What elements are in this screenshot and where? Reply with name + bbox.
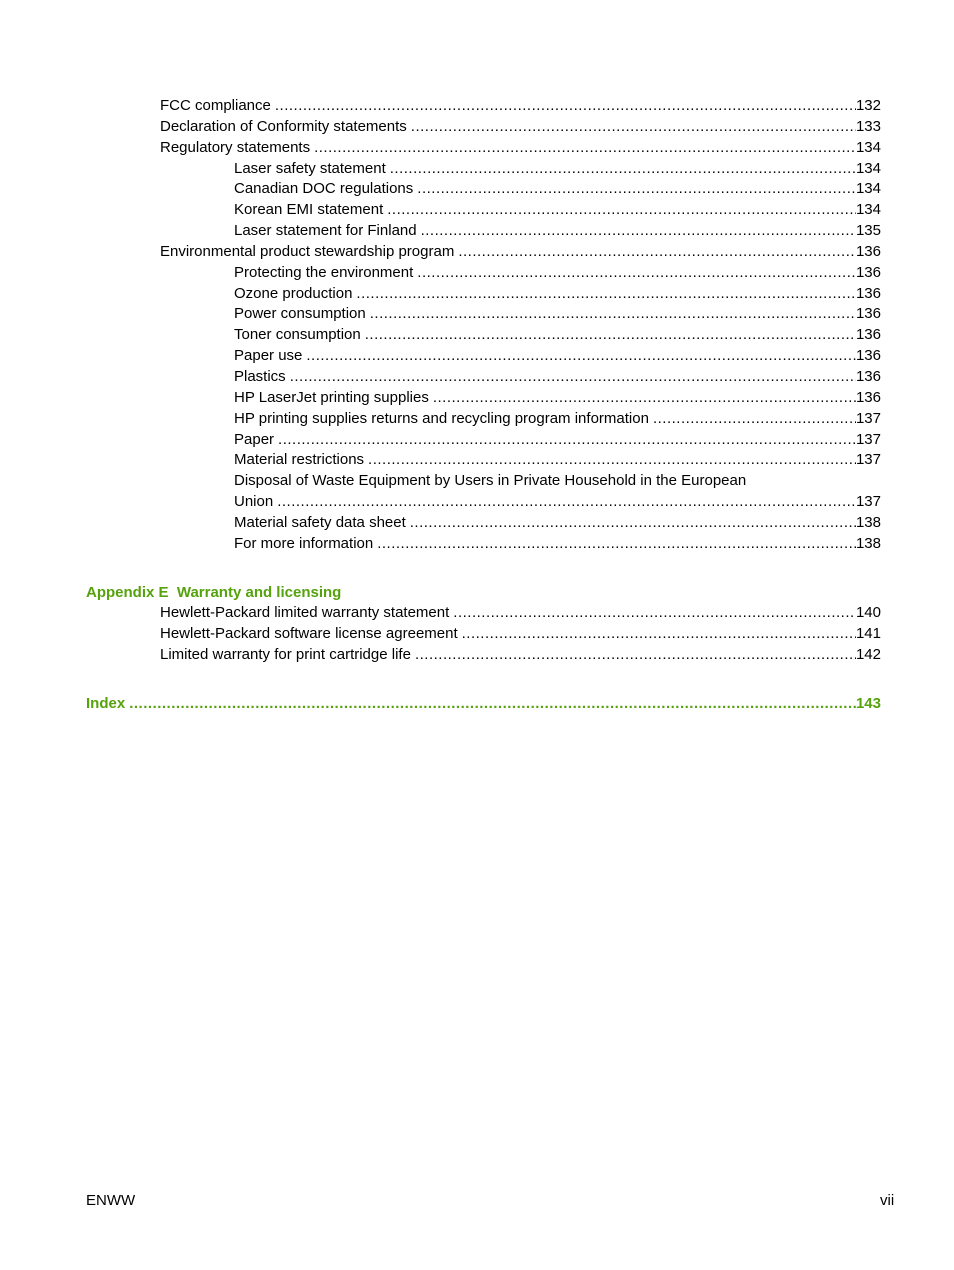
toc-entry-title: Hewlett-Packard software license agreement [160, 625, 458, 643]
toc-entry-title: Laser safety statement [234, 159, 386, 177]
toc-entry-page: 136 [855, 263, 881, 281]
toc-entry-page: 134 [855, 180, 881, 198]
dot-leader [449, 603, 856, 624]
toc-entry[interactable] [234, 450, 881, 471]
toc-entry[interactable] [160, 624, 881, 645]
toc-entry-title: Paper use [234, 347, 303, 365]
toc-entry-page: 140 [855, 604, 881, 622]
appendix-heading[interactable] [86, 583, 881, 604]
dot-leader [125, 694, 856, 715]
footer-page-number: vii [880, 1192, 895, 1209]
toc-entry-title: Ozone production [234, 284, 353, 302]
toc-entry-page: 137 [855, 493, 881, 511]
toc-entry-page: 134 [855, 138, 881, 156]
dot-leader [383, 200, 856, 221]
toc-entry-page: 134 [855, 201, 881, 219]
dot-leader [407, 117, 856, 138]
toc-entry-page: 137 [855, 409, 881, 427]
toc-entry[interactable] [160, 117, 881, 138]
toc-entry[interactable] [234, 200, 881, 221]
toc-entry[interactable] [234, 325, 881, 346]
dot-leader [286, 367, 856, 388]
toc-entry-title: Canadian DOC regulations [234, 180, 414, 198]
toc-entry[interactable] [234, 534, 881, 555]
toc-entry-page: 142 [855, 646, 881, 664]
index-page: 143 [855, 694, 881, 712]
index-title: Index [86, 694, 126, 712]
toc-entry[interactable] [234, 263, 881, 284]
toc-entry-title: Disposal of Waste Equipment by Users in Private Household in the European [234, 472, 747, 490]
toc-entry-page: 138 [855, 534, 881, 552]
toc-entry[interactable] [234, 304, 881, 325]
toc-entry-title: HP LaserJet printing supplies [234, 388, 429, 406]
dot-leader [413, 179, 856, 200]
toc-entry-title: Limited warranty for print cartridge life [160, 646, 411, 664]
toc-entry-page: 136 [855, 284, 881, 302]
toc-entry-title: Hewlett-Packard limited warranty statement [160, 604, 450, 622]
dot-leader [361, 325, 856, 346]
dot-leader [274, 430, 856, 451]
toc-entry[interactable] [234, 159, 881, 180]
dot-leader [271, 96, 856, 117]
dot-leader [649, 409, 856, 430]
dot-leader [310, 138, 856, 159]
dot-leader [411, 645, 856, 666]
toc-entry[interactable] [160, 242, 881, 263]
dot-leader [386, 159, 856, 180]
dot-leader [373, 534, 856, 555]
toc-entry-page: 138 [855, 513, 881, 531]
dot-leader [273, 492, 856, 513]
toc-entry-title: HP printing supplies returns and recycling program information [234, 409, 649, 427]
toc-entry-page: 136 [855, 347, 881, 365]
toc-entry-index[interactable] [86, 694, 881, 715]
footer-doc-code: ENWW [86, 1192, 136, 1209]
toc-entry-title: Material safety data sheet [234, 513, 406, 531]
toc-entry[interactable] [234, 179, 881, 200]
toc-entry-title: Union [234, 493, 274, 511]
toc-entry[interactable] [234, 388, 881, 409]
section-gap [0, 666, 954, 694]
toc-entry-title: Protecting the environment [234, 263, 414, 281]
toc-entry-title: Power consumption [234, 305, 366, 323]
toc-entry-page: 136 [855, 305, 881, 323]
toc-entry[interactable] [234, 492, 881, 513]
toc-entry-title: Toner consumption [234, 326, 361, 344]
dot-leader [417, 221, 856, 242]
toc-entry-title: Laser statement for Finland [234, 222, 417, 240]
section-gap [0, 555, 954, 583]
dot-leader [302, 346, 856, 367]
toc-entry-title: Material restrictions [234, 451, 365, 469]
toc-entry-page: 136 [855, 388, 881, 406]
toc-entry-page: 136 [855, 367, 881, 385]
toc-entry[interactable] [234, 221, 881, 242]
toc-entry-page: 134 [855, 159, 881, 177]
toc-entry[interactable] [160, 645, 881, 666]
dot-leader [364, 450, 856, 471]
appendix-heading-text: Appendix E Warranty and licensing [86, 583, 342, 601]
toc-entry-page: 136 [855, 242, 881, 260]
dot-leader [406, 513, 856, 534]
toc-entry-page: 137 [855, 430, 881, 448]
toc-entry-page: 135 [855, 222, 881, 240]
table-of-contents [0, 96, 954, 715]
toc-entry[interactable] [234, 346, 881, 367]
toc-entry-title: Regulatory statements [160, 138, 311, 156]
dot-leader [458, 624, 856, 645]
toc-entry-title: Paper [234, 430, 275, 448]
dot-leader [413, 263, 856, 284]
toc-entry-page: 132 [855, 97, 881, 114]
toc-entry[interactable] [234, 409, 881, 430]
toc-entry[interactable] [160, 603, 881, 624]
dot-leader [454, 242, 856, 263]
dot-leader [366, 304, 856, 325]
toc-entry-title: For more information [234, 534, 374, 552]
toc-entry-page: 141 [855, 625, 881, 643]
toc-entry[interactable] [234, 430, 881, 451]
dot-leader [429, 388, 856, 409]
toc-entry[interactable] [160, 96, 881, 117]
toc-entry[interactable] [234, 367, 881, 388]
toc-entry[interactable] [234, 284, 881, 305]
toc-entry-title: Korean EMI statement [234, 201, 384, 219]
toc-entry-title: Declaration of Conformity statements [160, 117, 407, 135]
toc-entry-page: 136 [855, 326, 881, 344]
toc-entry-wrapped-title[interactable] [234, 471, 881, 492]
toc-entry[interactable] [160, 138, 881, 159]
toc-entry-page: 137 [855, 451, 881, 469]
dot-leader [352, 284, 856, 305]
toc-entry-page: 133 [855, 117, 881, 135]
toc-entry-title: Environmental product stewardship program [160, 242, 455, 260]
toc-entry-title: Plastics [234, 367, 286, 385]
toc-entry[interactable] [234, 513, 881, 534]
toc-entry-title: FCC compliance [160, 97, 271, 114]
